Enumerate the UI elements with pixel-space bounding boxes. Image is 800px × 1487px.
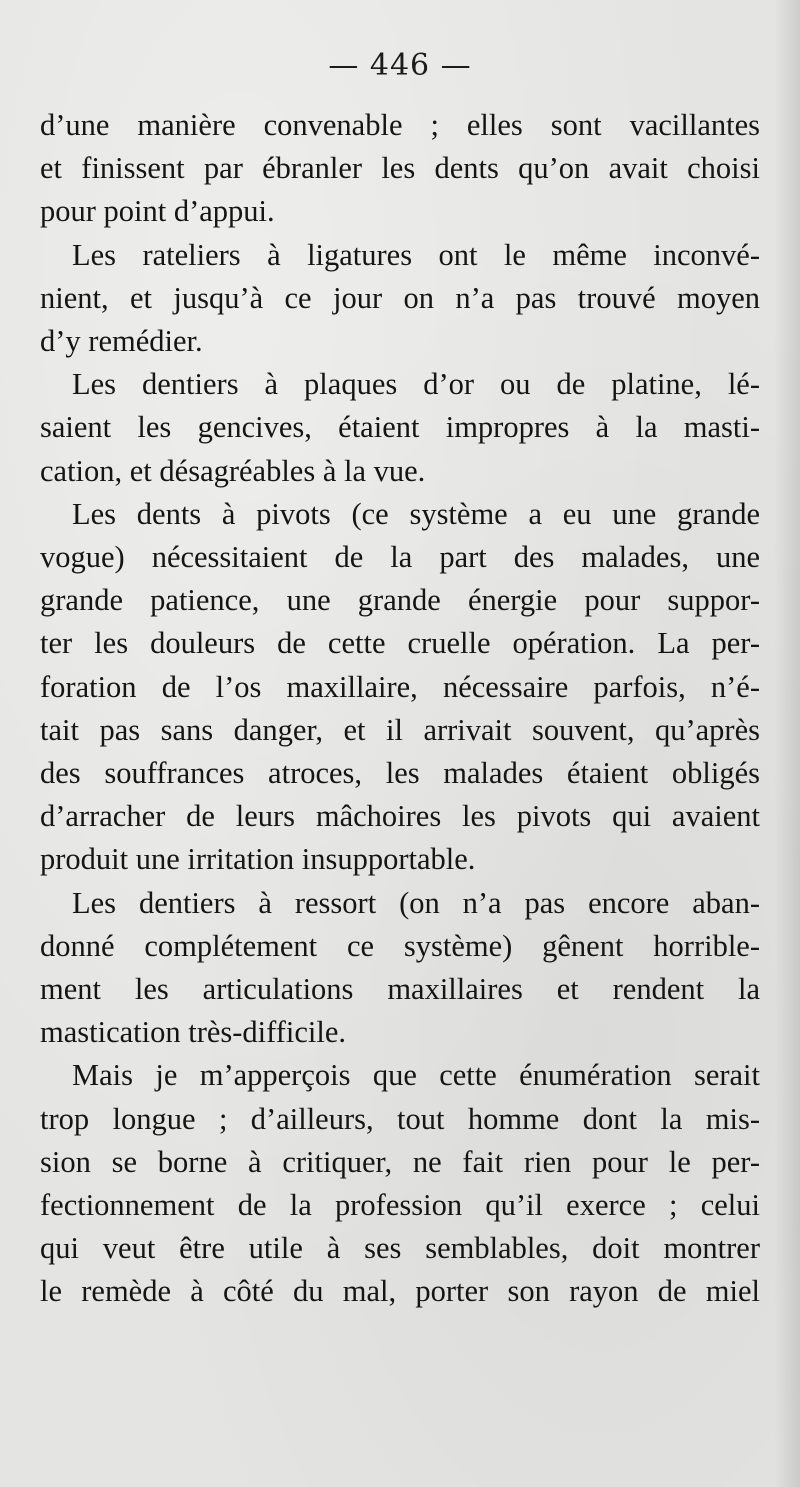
text-line: foration de l’os maxillaire, nécessaire parfois, n’é- [40,669,760,704]
text-line: produit une irritation insupportable. [40,842,476,877]
paragraph [40,1054,760,1313]
text-line: saient les gencives, étaient impropres à la masti- [40,410,760,445]
body-text [40,104,760,1314]
text-line: tait pas sans danger, et il arrivait souvent, qu’après [40,712,760,747]
text-line: et finissent par ébranler les dents qu’on avait choisi [40,151,760,186]
text-line: donné complétement ce système) gênent horrible- [40,928,760,963]
text-line: trop longue ; d’ailleurs, tout homme dont la mis- [40,1101,760,1136]
page-number: — 446 — [328,48,472,83]
paragraph [40,882,760,1055]
text-line: le remède à côté du mal, porter son rayon de miel [40,1274,760,1309]
paragraph [40,363,760,493]
text-line: ter les douleurs de cette cruelle opération. La per- [40,626,760,661]
text-line: d’arracher de leurs mâchoires les pivots qui avaient [40,799,760,834]
text-line: mastication très-difficile. [40,1015,347,1050]
text-line: sion se borne à critiquer, ne fait rien pour le per- [40,1144,760,1179]
text-line: cation, et désagréables à la vue. [40,453,426,488]
text-line: fectionnement de la profession qu’il exerce ; celui [40,1188,760,1223]
paragraph [40,493,760,882]
text-line: qui veut être utile à ses semblables, doit montrer [40,1231,760,1266]
text-line: nient, et jusqu’à ce jour on n’a pas trouvé moyen [40,280,760,315]
paragraph [40,104,760,234]
text-line: pour point d’appui. [40,194,275,229]
text-line: d’une manière convenable ; elles sont vacillantes [40,108,760,142]
text-line: ment les articulations maxillaires et rendent la [40,972,760,1007]
text-line: des souffrances atroces, les malades étaient obligés [40,756,760,791]
page-edge-shadow [774,0,800,1487]
text-line: Les dentiers à ressort (on n’a pas encore aban- [72,885,760,920]
text-line: Les dents à pivots (ce système a eu une grande [72,496,760,531]
paragraph [40,234,760,364]
text-line: grande patience, une grande énergie pour suppor- [40,583,760,618]
text-line: Les rateliers à ligatures ont le même inconvé- [72,237,760,272]
text-line: Les dentiers à plaques d’or ou de platine, lé- [72,367,760,402]
text-line: Mais je m’apperçois que cette énumération serait [72,1058,760,1093]
text-line: d’y remédier. [40,324,203,359]
text-line: vogue) nécessitaient de la part des malades, une [40,540,760,575]
